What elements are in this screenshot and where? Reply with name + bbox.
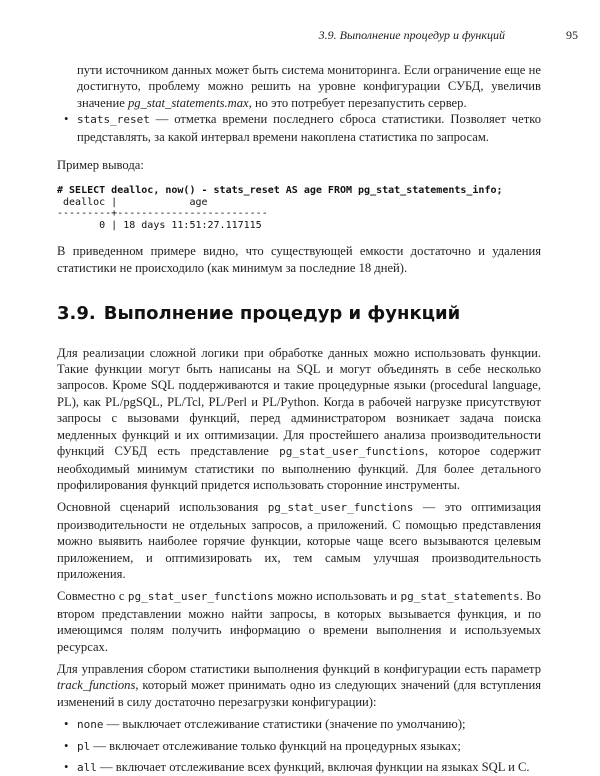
value-code: all [77,761,97,774]
item-text: — включает отслеживание всех функций, включая функции на языках SQL и C. [96,760,530,774]
view-name: pg_stat_user_functions [127,590,274,604]
field-name: stats_reset [77,113,150,127]
paragraph-text: можно использовать и [273,589,401,604]
continued-paragraph [57,62,541,111]
list-item-pl [57,738,541,755]
paragraph-text: . Во втором представлении можно найти запросы, в которых вызывается функция, и по имеющимся полям получить информацию о времени выполнения и используемых ресурсах. [57,589,541,654]
paragraph-text: — это оптимизация производительности не отдельных запросов, а приложений. С помощью представления можно выявить наиболее горячие функции, которые чаще всего вызываются целевым приложением, и оптимизировать их, тем самым улучшая производительность приложения. [57,500,541,581]
value-code: none [77,718,104,732]
stats-reset-list [57,111,541,145]
paragraph-3 [57,588,541,655]
item-text: — выключает отслеживание статистики (значение по умолчанию); [103,717,466,732]
paragraph-text: Для управления сбором статистики выполнения функций в конфигурации есть параметр [57,661,541,676]
bullet-icon: • [64,717,69,732]
list-item-none [57,716,541,733]
config-param: track_functions [57,678,136,693]
bullet-icon: • [64,738,69,753]
list-item-stats-reset [57,111,541,145]
paragraph-text: Для реализации сложной логики при обработке данных можно использовать функции. Такие функции могут быть написаны на SQL и могут объединять в себе несколько запросов. Кроме SQL поддерживаются и такие процедурные языки (procedural language, PL), как PL/pgSQL, PL/Tcl, PL/Perl и PL/Python. Когда в рабочей нагрузке присутствуют запросы с вызовами функций, перед администратором возникает задача поиска медленных функций и их оптимизации. Для простейшего анализа производительности функций СУБД есть представление [57,345,541,459]
bullet-icon: • [64,760,69,774]
section-heading [57,303,541,325]
paragraph-text: , которое содержит необходимый минимум статистики по выполнению функций. Для более детального профилирования функций придется использовать сторонние инструменты. [57,444,541,492]
paragraph-text: , но это потребует перезапустить сервер. [248,95,467,110]
section-title: Выполнение процедур и функций [103,303,461,325]
config-param: pg_stat_statements.max [127,95,249,110]
paragraph-text: пути источником данных может быть система мониторинга. Если ограничение еще не достигнуто, проблему можно решить на уровне конфигурации СУБД, увеличив значение [77,63,541,110]
bullet-icon: • [64,112,69,127]
view-name: pg_stat_user_functions [267,501,414,515]
value-code: pl [77,739,91,753]
page-body [57,62,541,776]
paragraph-text: , который может принимать одно из следующих значений (для вступления изменений в силу достаточно перезагрузки конфигурации): [57,678,541,709]
view-name: pg_stat_statements [400,590,520,604]
code-block [57,185,541,231]
item-text: — включает отслеживание только функций на процедурных языках; [90,738,461,753]
paragraph-text: Совместно с [57,589,128,604]
view-name: pg_stat_user_functions [279,445,425,459]
paragraph-text: Основной сценарий использования [57,500,268,515]
code-separator: ---------+------------------------- [57,208,268,220]
page-number: 95 [566,28,578,42]
paragraph-1 [57,345,541,494]
code-header: dealloc | age [57,196,208,208]
running-head [0,28,600,44]
track-functions-values-list [57,716,541,776]
example-label: Пример вывода: [57,158,144,173]
paragraph-2 [57,499,541,582]
after-example-paragraph: В приведенном примере видно, что существующей емкости достаточно и удаления статистики не происходило (как минимум за последние 18 дней). [57,244,541,275]
item-text: — отметка времени последнего сброса статистики. Позволяет четко представлять, за какой интервал времени накоплена статистика по запросам. [77,112,541,144]
paragraph-4 [57,661,541,710]
list-item-all [57,759,541,776]
code-command: # SELECT dealloc, now() - stats_reset AS age FROM pg_stat_statements_info; [57,185,503,197]
code-row: 0 | 18 days 11:51:27.117115 [57,219,262,231]
running-head-title: 3.9. Выполнение процедур и функций [318,28,505,42]
section-number: 3.9. [57,303,96,325]
